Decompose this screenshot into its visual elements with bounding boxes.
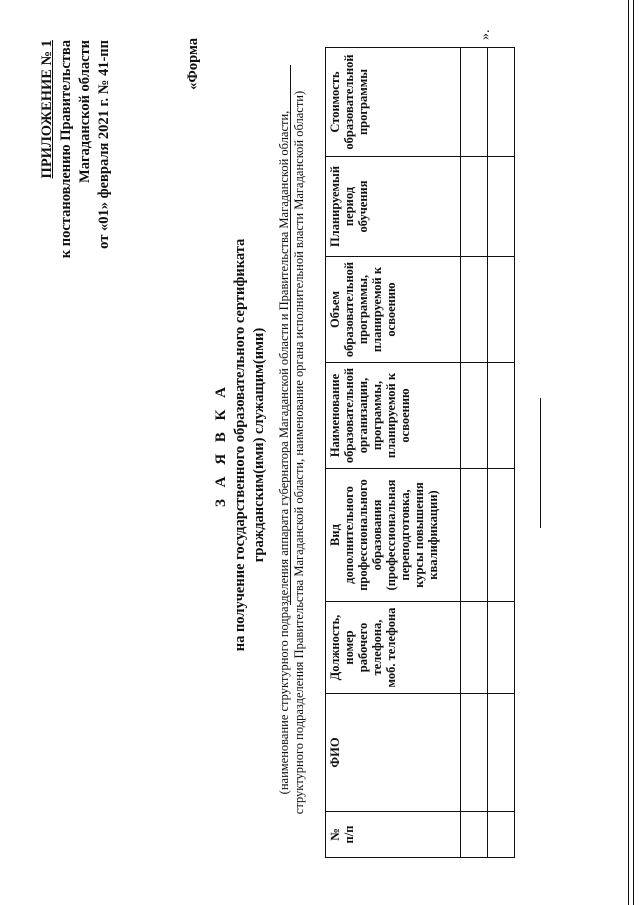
appendix-line-1: к постановлению Правительства: [58, 40, 74, 259]
org-note-line-2: структурного подразделения Правительства Магаданской области, наименование органа исполнительной власти Магаданской области): [292, 90, 306, 815]
table-cell: [488, 363, 515, 469]
header-program-cost: Стоимость образовательной программы: [326, 48, 461, 157]
table-cell: [488, 602, 515, 694]
table-cell: [461, 694, 488, 812]
table-header-row: [326, 48, 461, 858]
table-cell: [488, 157, 515, 257]
table-cell: [461, 157, 488, 257]
table-cell: [461, 469, 488, 602]
table-cell: [488, 48, 515, 157]
application-table: [325, 47, 515, 858]
org-note: [277, 30, 307, 875]
table-row: [488, 48, 515, 858]
table-cell: [488, 812, 515, 858]
table-cell: [461, 257, 488, 363]
appendix-line-2: Магаданской области: [77, 40, 93, 183]
bottom-border-line: [628, 0, 629, 905]
header-training-period: Планируемый период обучения: [326, 157, 461, 257]
table-row: [461, 48, 488, 858]
appendix-line-3: от «01» февраля 2021 г. № 41-пп: [96, 40, 112, 249]
separator-line: [540, 398, 541, 528]
header-program-volume: Объем образовательной программы, планируемой к освоению: [326, 257, 461, 363]
appendix-block: [38, 40, 114, 258]
header-number: № п/п: [326, 812, 461, 858]
org-note-line-1: (наименование структурного подразделения аппарата губернатора Магаданской области и Правительства Магаданской области,: [277, 110, 291, 795]
header-organization-program: Наименование образовательной организации, программы, планируемой к освоению: [326, 363, 461, 469]
form-label: «Форма: [185, 38, 201, 90]
table-cell: [461, 602, 488, 694]
table-cell: [488, 257, 515, 363]
application-title: З А Я В К А: [213, 382, 229, 508]
table-cell: [488, 694, 515, 812]
application-subtitle-2: гражданским(ими) служащим(ими): [251, 327, 267, 563]
table-cell: [461, 812, 488, 858]
table-cell: [461, 48, 488, 157]
bottom-border-line-2: [633, 0, 634, 905]
application-subtitle-1: на получение государственного образовательного сертификата: [232, 238, 248, 652]
appendix-title: ПРИЛОЖЕНИЕ № 1: [39, 40, 55, 179]
header-position-phone: Должность, номер рабочего телефона, моб. телефона: [326, 602, 461, 694]
header-full-name: ФИО: [326, 694, 461, 812]
header-education-type: Вид дополнительного профессионального образования (профессиональная переподготовка, курсы повышения квалификации): [326, 469, 461, 602]
table-cell: [461, 363, 488, 469]
closing-quote: ».: [478, 29, 493, 40]
application-title-block: [212, 185, 269, 705]
table-cell: [488, 469, 515, 602]
